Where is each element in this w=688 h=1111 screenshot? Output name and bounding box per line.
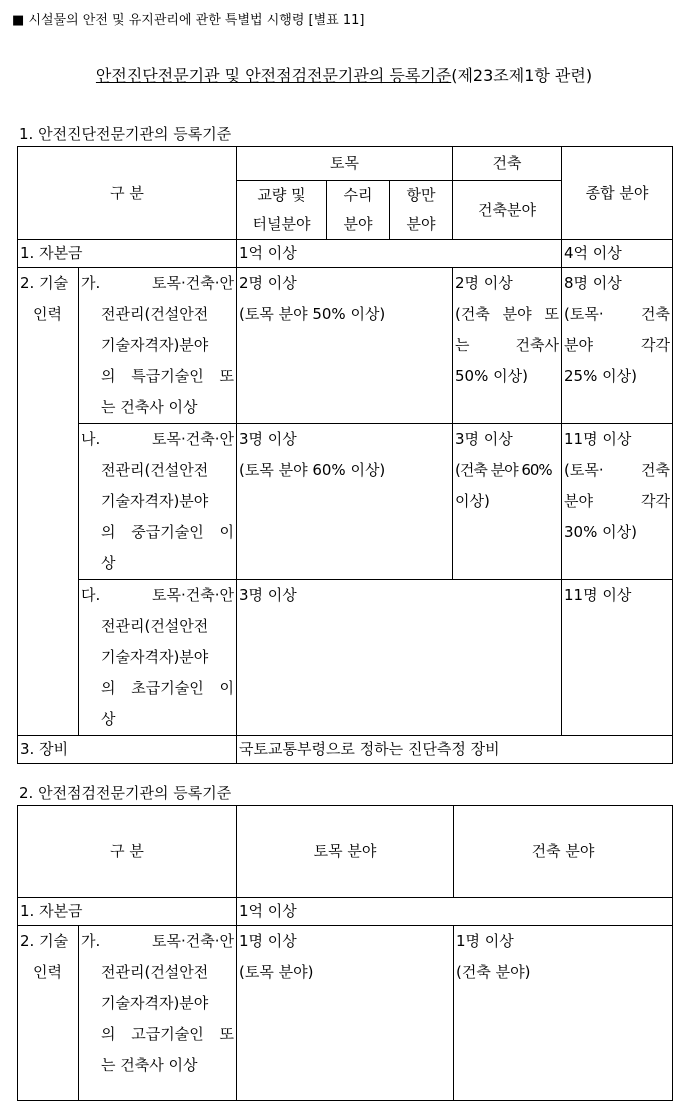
- header-text: 시설물의 안전 및 유지관리에 관한 특별법 시행령 [별표 11]: [28, 13, 365, 28]
- s1-capital-civil: 1억 이상: [237, 240, 562, 268]
- s1-tech-c-general: 11명 이상: [562, 580, 673, 736]
- s1-head-civil: 토목: [237, 147, 453, 181]
- s2-capital-label: 1. 자본금: [18, 898, 237, 926]
- s1-head-gubun: 구 분: [18, 147, 237, 240]
- s1-tech-c-desc: 다. 토목·건축·안 전관리(건설안전 기술자격자)분야 의 초급기술인 이 상: [79, 580, 237, 736]
- s2-head-civil: 토목 분야: [237, 806, 454, 898]
- s1-tech-a-desc: 가. 토목·건축·안 전관리(건설안전 기술자격자)분야 의 특급기술인 또 는 건축사 이상: [79, 268, 237, 424]
- document-title: [0, 63, 688, 86]
- title-main: 안전진단전문기관 및 안전점검전문기관의 등록기준: [95, 66, 452, 85]
- s1-head-arch: 건축: [453, 147, 562, 181]
- s1-head-archsub: 건축분야: [453, 181, 562, 240]
- s2-tech-label: 2. 기술 인력: [18, 926, 79, 1101]
- s1-capital-label: 1. 자본금: [18, 240, 237, 268]
- s1-tech-a-civil: 2명 이상 (토목 분야 50% 이상): [237, 268, 453, 424]
- s1-tech-a-general: 8명 이상 (토목· 건축 분야 각각 25% 이상): [562, 268, 673, 424]
- section2-table: [17, 805, 673, 1101]
- s1-head-port: 항만 분야: [390, 181, 453, 240]
- s2-capital-value: 1억 이상: [237, 898, 673, 926]
- document-header: [12, 9, 364, 28]
- section2-heading: 2. 안전점검전문기관의 등록기준: [19, 784, 232, 802]
- s1-tech-b-arch: 3명 이상 (건축 분야 60% 이상): [453, 424, 562, 580]
- s2-head-gubun: 구 분: [18, 806, 237, 898]
- s1-tech-b-civil: 3명 이상 (토목 분야 60% 이상): [237, 424, 453, 580]
- s1-tech-label: 2. 기술 인력: [18, 268, 79, 736]
- s1-equip-label: 3. 장비: [18, 736, 237, 764]
- s1-head-bridge: 교량 및 터널분야: [237, 181, 327, 240]
- s2-tech-arch: 1명 이상 (건축 분야): [454, 926, 673, 1101]
- s2-tech-desc: 가. 토목·건축·안 전관리(건설안전 기술자격자)분야 의 고급기술인 또 는 건축사 이상: [79, 926, 237, 1101]
- s1-tech-c-civil: 3명 이상: [237, 580, 562, 736]
- s1-tech-b-general: 11명 이상 (토목· 건축 분야 각각 30% 이상): [562, 424, 673, 580]
- s2-head-arch: 건축 분야: [454, 806, 673, 898]
- s1-tech-b-desc: 나. 토목·건축·안 전관리(건설안전 기술자격자)분야 의 중급기술인 이 상: [79, 424, 237, 580]
- square-marker-icon: ■: [12, 13, 25, 28]
- s1-head-water: 수리 분야: [327, 181, 390, 240]
- title-ref: (제23조제1항 관련): [451, 66, 593, 85]
- s1-capital-general: 4억 이상: [562, 240, 673, 268]
- s2-tech-civil: 1명 이상 (토목 분야): [237, 926, 454, 1101]
- section1-table: [17, 146, 673, 764]
- section1-heading: 1. 안전진단전문기관의 등록기준: [19, 125, 232, 143]
- s1-tech-a-arch: 2명 이상 (건축 분야 또 는 건축사 50% 이상): [453, 268, 562, 424]
- s1-equip-value: 국토교통부령으로 정하는 진단측정 장비: [237, 736, 673, 764]
- s1-head-general: 종합 분야: [562, 147, 673, 240]
